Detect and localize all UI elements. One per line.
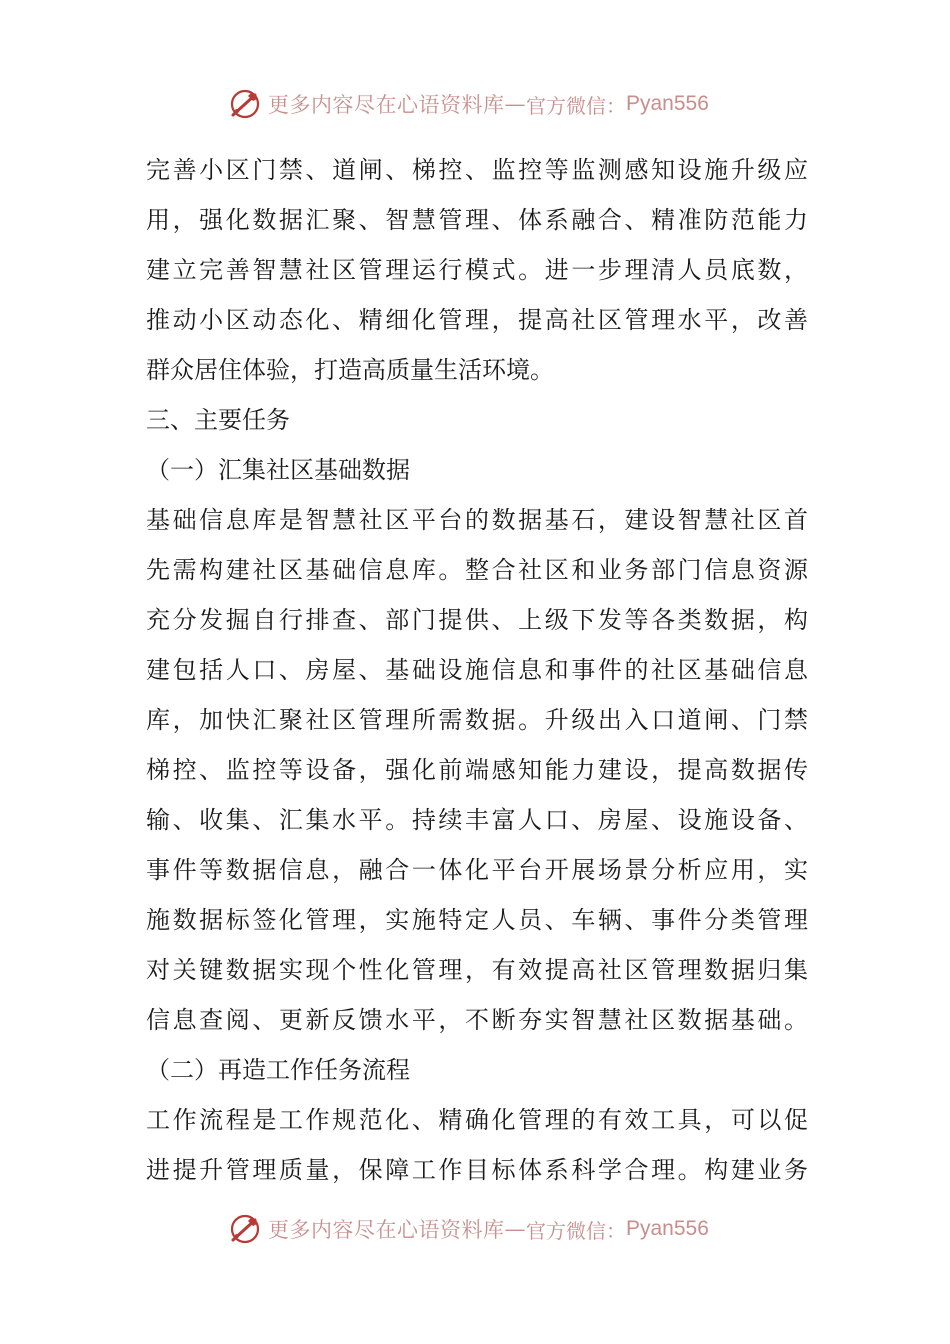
header-banner <box>228 82 709 126</box>
banner-wechat-id: Pyan556 <box>626 1217 709 1240</box>
text-line: 用，强化数据汇聚、智慧管理、体系融合、精准防范能力 <box>146 206 808 234</box>
text-line: 输、收集、汇集水平。持续丰富人口、房屋、设施设备、 <box>146 806 808 834</box>
section-heading: 三、主要任务 <box>146 406 290 434</box>
banner-dash: — <box>504 1217 526 1241</box>
text-line: 先需构建社区基础信息库。整合社区和业务部门信息资源 <box>146 556 808 584</box>
pen-logo-icon <box>228 1212 262 1246</box>
text-line: 对关键数据实现个性化管理，有效提高社区管理数据归集 <box>146 956 808 984</box>
text-line: 基础信息库是智慧社区平台的数据基石，建设智慧社区首 <box>146 506 808 534</box>
text-line: 施数据标签化管理，实施特定人员、车辆、事件分类管理 <box>146 906 808 934</box>
pen-logo-icon <box>228 87 262 121</box>
text-line: 完善小区门禁、道闸、梯控、监控等监测感知设施升级应 <box>146 156 808 184</box>
body-text <box>146 145 808 1195</box>
banner-library-text: 更多内容尽在心语资料库 <box>268 93 505 117</box>
text-line: 事件等数据信息，融合一体化平台开展场景分析应用，实 <box>146 856 808 884</box>
footer-banner <box>228 1207 709 1251</box>
banner-library-text: 更多内容尽在心语资料库 <box>268 1218 505 1242</box>
text-line: 进提升管理质量，保障工作目标体系科学合理。构建业务 <box>146 1156 808 1184</box>
text-line: 群众居住体验，打造高质量生活环境。 <box>146 356 554 384</box>
text-line: 库，加快汇聚社区管理所需数据。升级出入口道闸、门禁 <box>146 706 808 734</box>
text-line: 梯控、监控等设备，强化前端感知能力建设，提高数据传 <box>146 756 808 784</box>
subsection-heading: （二）再造工作任务流程 <box>146 1056 410 1084</box>
text-line: 工作流程是工作规范化、精确化管理的有效工具，可以促 <box>146 1106 808 1134</box>
banner-wechat-label: 官方微信： <box>526 1218 626 1243</box>
text-line: 建立完善智慧社区管理运行模式。进一步理清人员底数， <box>146 256 808 284</box>
text-line: 信息查阅、更新反馈水平，不断夯实智慧社区数据基础。 <box>146 1006 808 1034</box>
subsection-heading: （一）汇集社区基础数据 <box>146 456 410 484</box>
text-line: 建包括人口、房屋、基础设施信息和事件的社区基础信息 <box>146 656 808 684</box>
text-line: 充分发掘自行排查、部门提供、上级下发等各类数据，构 <box>146 606 808 634</box>
banner-dash: — <box>504 92 526 116</box>
banner-wechat-id: Pyan556 <box>626 92 709 115</box>
text-line: 推动小区动态化、精细化管理，提高社区管理水平，改善 <box>146 306 808 334</box>
banner-wechat-label: 官方微信： <box>526 93 626 118</box>
